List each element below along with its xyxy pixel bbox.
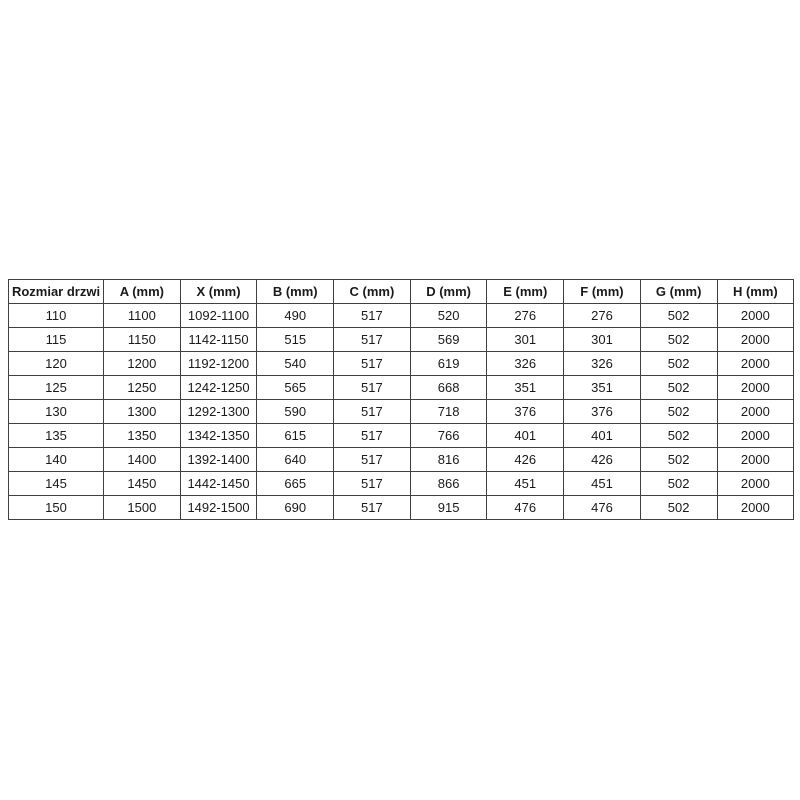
table-cell: 1492-1500	[180, 496, 257, 520]
table-cell: 816	[410, 448, 487, 472]
table-cell: 125	[9, 376, 104, 400]
table-cell: 150	[9, 496, 104, 520]
table-cell: 2000	[717, 424, 794, 448]
table-cell: 145	[9, 472, 104, 496]
table-header-cell: Rozmiar drzwi	[9, 280, 104, 304]
table-cell: 1392-1400	[180, 448, 257, 472]
table-cell: 1450	[104, 472, 181, 496]
table-cell: 665	[257, 472, 334, 496]
table-row	[9, 376, 794, 400]
table-cell: 426	[564, 448, 641, 472]
table-cell: 351	[564, 376, 641, 400]
table-cell: 490	[257, 304, 334, 328]
table-cell: 2000	[717, 448, 794, 472]
table-cell: 619	[410, 352, 487, 376]
table-header-cell: C (mm)	[334, 280, 411, 304]
table-cell: 502	[640, 352, 717, 376]
table-cell: 135	[9, 424, 104, 448]
table-cell: 451	[564, 472, 641, 496]
table-cell: 1142-1150	[180, 328, 257, 352]
table-header-row	[9, 280, 794, 304]
table-cell: 517	[334, 304, 411, 328]
table-row	[9, 424, 794, 448]
table-header-cell: E (mm)	[487, 280, 564, 304]
table-cell: 502	[640, 496, 717, 520]
table-cell: 115	[9, 328, 104, 352]
table-cell: 640	[257, 448, 334, 472]
table-cell: 590	[257, 400, 334, 424]
table-cell: 517	[334, 328, 411, 352]
table-cell: 2000	[717, 328, 794, 352]
table-header-cell: F (mm)	[564, 280, 641, 304]
table-row	[9, 352, 794, 376]
table-row	[9, 304, 794, 328]
table-cell: 520	[410, 304, 487, 328]
table-cell: 1150	[104, 328, 181, 352]
table-cell: 1500	[104, 496, 181, 520]
table-cell: 301	[487, 328, 564, 352]
table-cell: 1100	[104, 304, 181, 328]
table-cell: 376	[564, 400, 641, 424]
table-row	[9, 472, 794, 496]
table-cell: 401	[564, 424, 641, 448]
table-cell: 476	[487, 496, 564, 520]
table-cell: 326	[564, 352, 641, 376]
table-cell: 1442-1450	[180, 472, 257, 496]
table-cell: 401	[487, 424, 564, 448]
table-cell: 569	[410, 328, 487, 352]
table-cell: 376	[487, 400, 564, 424]
table-cell: 140	[9, 448, 104, 472]
table-header-cell: H (mm)	[717, 280, 794, 304]
table-header-cell: G (mm)	[640, 280, 717, 304]
table-cell: 517	[334, 376, 411, 400]
table-cell: 915	[410, 496, 487, 520]
table-cell: 517	[334, 400, 411, 424]
table-row	[9, 400, 794, 424]
table-cell: 766	[410, 424, 487, 448]
table-cell: 540	[257, 352, 334, 376]
table-cell: 1250	[104, 376, 181, 400]
table-cell: 1300	[104, 400, 181, 424]
table-cell: 110	[9, 304, 104, 328]
table-cell: 276	[487, 304, 564, 328]
table-cell: 517	[334, 472, 411, 496]
table-cell: 2000	[717, 400, 794, 424]
table-cell: 120	[9, 352, 104, 376]
table-cell: 502	[640, 424, 717, 448]
door-dimensions-table	[8, 279, 794, 520]
table-header-cell: A (mm)	[104, 280, 181, 304]
table-cell: 668	[410, 376, 487, 400]
table-cell: 1400	[104, 448, 181, 472]
table-cell: 1342-1350	[180, 424, 257, 448]
table-cell: 615	[257, 424, 334, 448]
table-cell: 301	[564, 328, 641, 352]
table-cell: 517	[334, 448, 411, 472]
table-cell: 690	[257, 496, 334, 520]
table-cell: 326	[487, 352, 564, 376]
table-header-cell: D (mm)	[410, 280, 487, 304]
table-row	[9, 328, 794, 352]
table-header-cell: X (mm)	[180, 280, 257, 304]
table-cell: 502	[640, 376, 717, 400]
table-cell: 517	[334, 424, 411, 448]
table-cell: 2000	[717, 376, 794, 400]
table-cell: 517	[334, 496, 411, 520]
table-cell: 515	[257, 328, 334, 352]
table-cell: 502	[640, 304, 717, 328]
table-cell: 1350	[104, 424, 181, 448]
table-cell: 1292-1300	[180, 400, 257, 424]
table-cell: 517	[334, 352, 411, 376]
table-cell: 866	[410, 472, 487, 496]
table-cell: 502	[640, 472, 717, 496]
table-cell: 2000	[717, 472, 794, 496]
table-cell: 1192-1200	[180, 352, 257, 376]
table-cell: 451	[487, 472, 564, 496]
table-row	[9, 448, 794, 472]
table-row	[9, 496, 794, 520]
table-cell: 565	[257, 376, 334, 400]
table-cell: 2000	[717, 304, 794, 328]
table-cell: 502	[640, 400, 717, 424]
table-cell: 351	[487, 376, 564, 400]
table-cell: 426	[487, 448, 564, 472]
table-cell: 1200	[104, 352, 181, 376]
table-header-cell: B (mm)	[257, 280, 334, 304]
table-cell: 718	[410, 400, 487, 424]
table-cell: 130	[9, 400, 104, 424]
table-cell: 502	[640, 448, 717, 472]
table-cell: 1242-1250	[180, 376, 257, 400]
table-cell: 476	[564, 496, 641, 520]
table-cell: 502	[640, 328, 717, 352]
table-cell: 276	[564, 304, 641, 328]
table-cell: 2000	[717, 352, 794, 376]
table-cell: 2000	[717, 496, 794, 520]
table-cell: 1092-1100	[180, 304, 257, 328]
